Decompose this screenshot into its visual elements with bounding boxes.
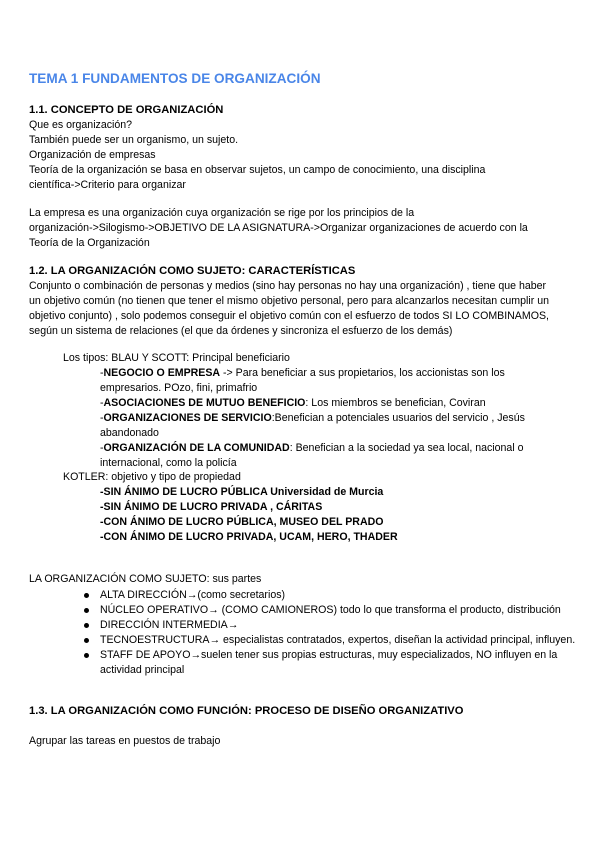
- list-item: STAFF DE APOYO→suelen tener sus propias estructuras, muy especializados, NO influyen en la actividad principal: [84, 648, 584, 678]
- blau-item-cont: empresarios. POzo, fini, primafrio: [100, 382, 258, 394]
- list-item: NÚCLEO OPERATIVO→ (COMO CAMIONEROS) todo lo que transforma el producto, distribución: [84, 603, 584, 618]
- blau-item-name: NEGOCIO O EMPRESA: [103, 367, 221, 379]
- section-1-1-paragraph: [29, 206, 528, 251]
- text-line: Teoría de la organización se basa en observar sujetos, un campo de conocimiento, una disciplina: [29, 164, 486, 176]
- blau-item-name: ORGANIZACIÓN DE LA COMUNIDAD: [103, 442, 290, 454]
- blau-scott-list: [100, 366, 580, 471]
- blau-item-cont: abandonado: [100, 427, 159, 439]
- blau-item-desc: -> Para beneficiar a sus propietarios, los accionistas son los: [220, 367, 505, 379]
- section-1-2-heading: 1.2. LA ORGANIZACIÓN COMO SUJETO: CARACTERÍSTICAS: [29, 265, 356, 277]
- blau-item-desc: : Benefician a la sociedad ya sea local, nacional o: [289, 442, 524, 454]
- list-item: DIRECCIÓN INTERMEDIA→: [84, 618, 584, 633]
- kotler-item: -CON ÁNIMO DE LUCRO PRIVADA, UCAM, HERO, THADER: [100, 531, 398, 543]
- blau-item: -ORGANIZACIÓN DE LA COMUNIDAD: Benefician a la sociedad ya sea local, nacional o: [100, 442, 524, 454]
- kotler-item: -SIN ÁNIMO DE LUCRO PÚBLICA Universidad de Murcia: [100, 486, 384, 498]
- text-line: Organización de empresas: [29, 149, 156, 161]
- blau-item: -ORGANIZACIONES DE SERVICIO:Benefician a potenciales usuarios del servicio , Jesús: [100, 412, 525, 424]
- text-line: un objetivo común (no tienen que tener el mismo objetivo personal, pero para alcanzarlos necesitan cumplir un: [29, 295, 549, 307]
- blau-item-desc: :Benefician a potenciales usuarios del servicio , Jesús: [271, 412, 525, 424]
- blau-item-name: ORGANIZACIONES DE SERVICIO: [103, 412, 272, 424]
- text-line: Conjunto o combinación de personas y medios (sino hay personas no hay una organización) , tiene que haber: [29, 280, 547, 292]
- parts-list: [84, 588, 584, 678]
- text-line: Que es organización?: [29, 119, 133, 131]
- blau-item-name: ASOCIACIONES DE MUTUO BENEFICIO: [103, 397, 306, 409]
- text-line: La empresa es una organización cuya organización se rige por los principios de la: [29, 207, 415, 219]
- blau-item-desc: : Los miembros se benefician, Coviran: [305, 397, 486, 409]
- section-1-1-heading: 1.1. CONCEPTO DE ORGANIZACIÓN: [29, 104, 224, 116]
- kotler-item: -SIN ÁNIMO DE LUCRO PRIVADA , CÁRITAS: [100, 501, 323, 513]
- parts-intro: LA ORGANIZACIÓN COMO SUJETO: sus partes: [29, 573, 262, 585]
- section-1-3-text: Agrupar las tareas en puestos de trabajo: [29, 735, 221, 747]
- types-intro: Los tipos: BLAU Y SCOTT: Principal beneficiario: [63, 352, 290, 364]
- section-1-3-heading: 1.3. LA ORGANIZACIÓN COMO FUNCIÓN: PROCESO DE DISEÑO ORGANIZATIVO: [29, 705, 464, 717]
- text-line: científica->Criterio para organizar: [29, 179, 186, 191]
- text-line: Teoría de la Organización: [29, 237, 150, 249]
- kotler-item: -CON ÁNIMO DE LUCRO PÚBLICA, MUSEO DEL PRADO: [100, 516, 384, 528]
- text-line: organización->Silogismo->OBJETIVO DE LA ASIGNATURA->Organizar organizaciones de acuerdo con la: [29, 222, 528, 234]
- blau-item: -NEGOCIO O EMPRESA -> Para beneficiar a sus propietarios, los accionistas son los: [100, 367, 505, 379]
- section-1-1-lines: [29, 118, 485, 193]
- blau-item-cont: internacional, como la policía: [100, 457, 237, 469]
- blau-item: -ASOCIACIONES DE MUTUO BENEFICIO: Los miembros se benefician, Coviran: [100, 397, 486, 409]
- kotler-list: [100, 485, 398, 545]
- list-item: TECNOESTRUCTURA→ especialistas contratados, expertos, diseñan la actividad principal, influyen.: [84, 633, 584, 648]
- list-item: ALTA DIRECCIÓN→(como secretarios): [84, 588, 584, 603]
- document-title: TEMA 1 FUNDAMENTOS DE ORGANIZACIÓN: [29, 71, 321, 86]
- section-1-2-paragraph: [29, 279, 549, 339]
- text-line: También puede ser un organismo, un sujeto.: [29, 134, 239, 146]
- kotler-intro: KOTLER: objetivo y tipo de propiedad: [63, 471, 241, 483]
- text-line: según un sistema de relaciones (el que da órdenes y sincroniza el esfuerzo de los demás): [29, 325, 453, 337]
- text-line: objetivo conjunto) , solo podemos conseguir el objetivo común con el esfuerzo de todos SI LO COMBINAMOS,: [29, 310, 549, 322]
